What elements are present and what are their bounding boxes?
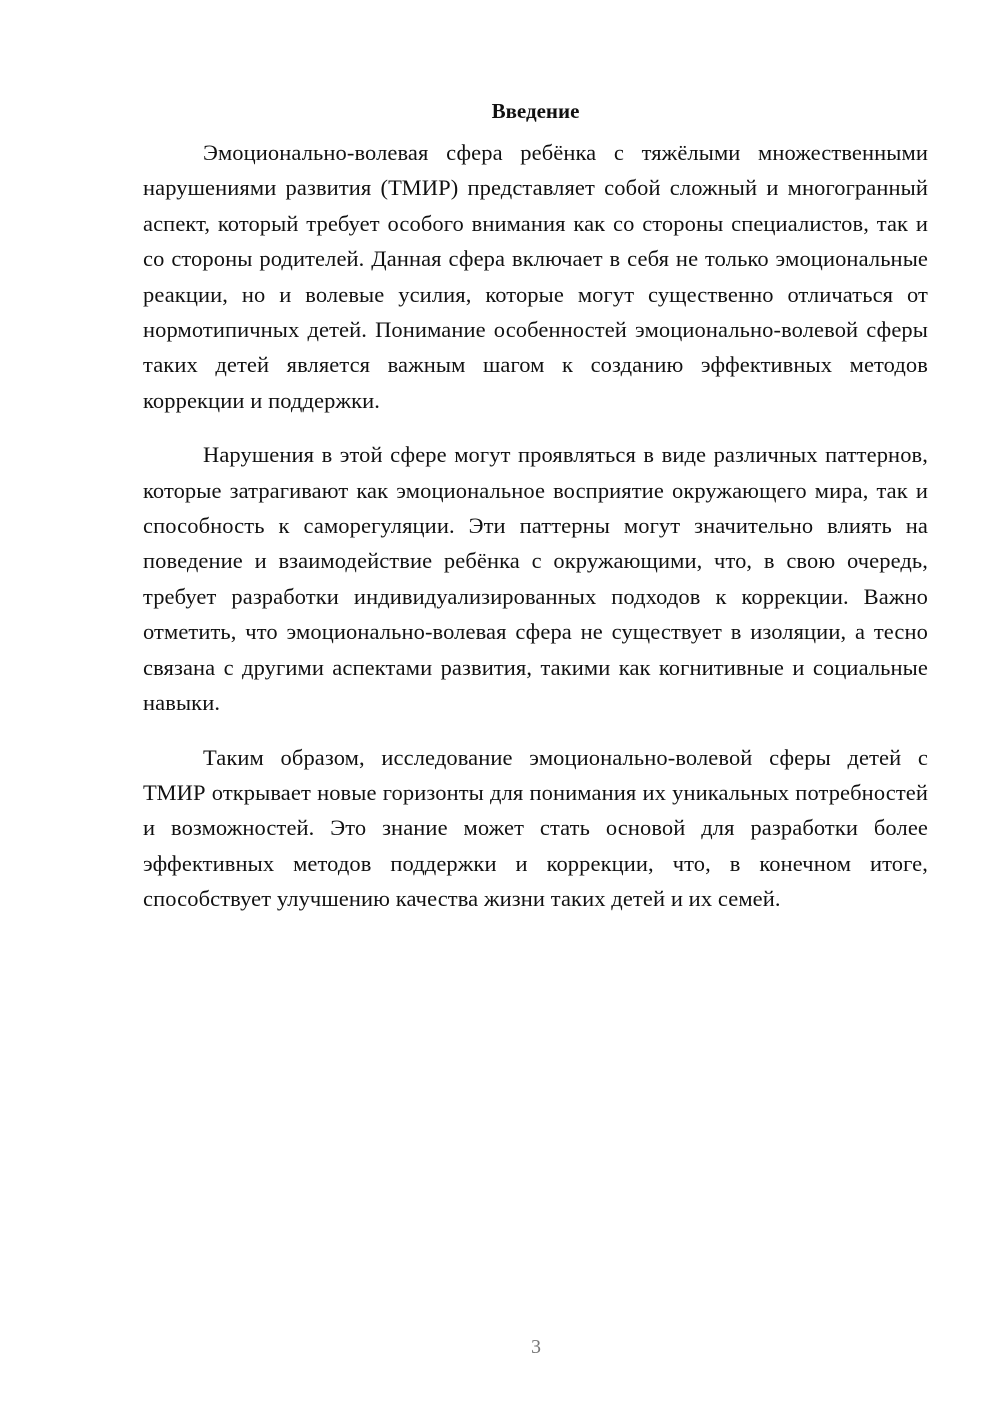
section-heading: Введение: [491, 99, 580, 123]
paragraph-2: Нарушения в этой сфере могут проявляться в виде различных паттернов, которые затрагивают как эмоциональное восприятие окружающего мира, так и способность к саморегуляции. Эти паттерны могут значительно влиять на поведение и взаимодействие ребёнка с окружающими, что, в свою очередь, требует разработки индивидуализированных подходов к коррекции. Важно отметить, что эмоционально-волевая сфера не существует в изоляции, а тесно связана с другими аспектами развития, такими как когнитивные и социальные навыки.: [143, 442, 928, 716]
document-body: [143, 97, 928, 936]
paragraph-1: Эмоционально-волевая сфера ребёнка с тяжёлыми множественными нарушениями развития (ТМИР) представляет собой сложный и многогранный аспект, который требует особого внимания как со стороны специалистов, так и со стороны родителей. Данная сфера включает в себя не только эмоциональные реакции, но и волевые усилия, которые могут существенно отличаться от нормотипичных детей. Понимание особенностей эмоционально-волевой сферы таких детей является важным шагом к созданию эффективных методов коррекции и поддержки.: [143, 140, 928, 413]
page-number: 3: [531, 1336, 541, 1358]
paragraph-3: Таким образом, исследование эмоционально-волевой сферы детей с ТМИР открывает новые горизонты для понимания их уникальных потребностей и возможностей. Это знание может стать основой для разработки более эффективных методов поддержки и коррекции, что, в конечном итоге, способствует улучшению качества жизни таких детей и их семей.: [143, 744, 928, 912]
